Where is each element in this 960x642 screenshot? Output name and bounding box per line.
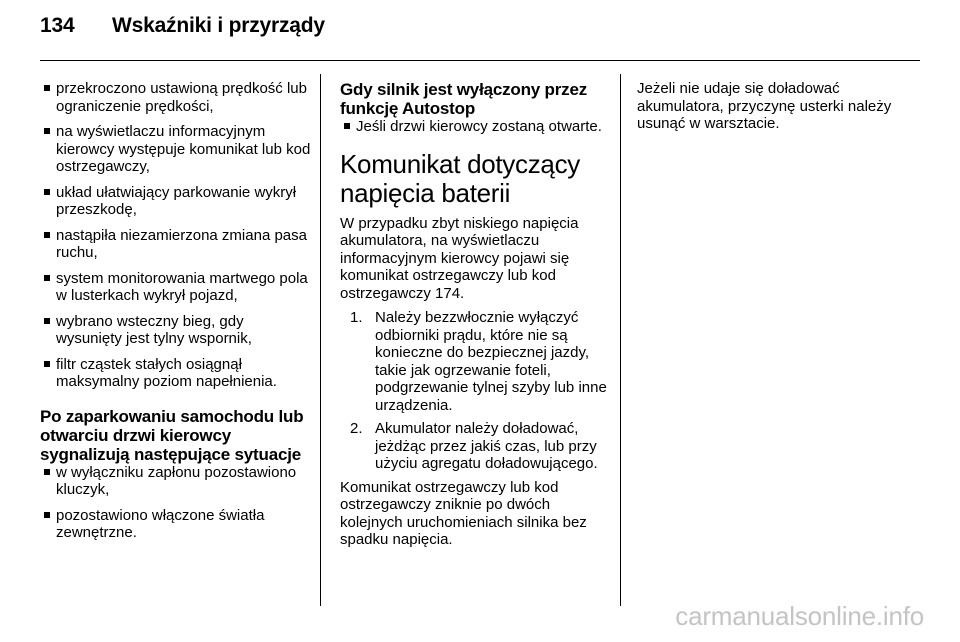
column-divider-1 bbox=[320, 74, 321, 606]
page-header bbox=[40, 14, 325, 38]
page-title: Wskaźniki i przyrządy bbox=[112, 14, 325, 37]
numbered-step bbox=[350, 309, 612, 414]
header-rule bbox=[40, 60, 920, 61]
list-item: system monitorowania martwego pola w lusterkach wykrył pojazd, bbox=[40, 270, 312, 305]
list-item: pozostawiono włączone światła zewnętrzne. bbox=[40, 507, 312, 542]
body-paragraph: Jeżeli nie udaje się doładować akumulatora, przyczynę usterki należy usunąć w warsztacie. bbox=[637, 80, 892, 132]
watermark: carmanualsonline.info bbox=[675, 601, 924, 631]
list-item: w wyłączniku zapłonu pozostawiono kluczyk, bbox=[40, 464, 312, 499]
list-item: filtr cząstek stałych osiągnął maksymalny poziom napełnienia. bbox=[40, 356, 312, 391]
numbered-step bbox=[350, 420, 612, 473]
section-title: Komunikat dotyczący napięcia baterii bbox=[340, 148, 580, 208]
section-heading: Gdy silnik jest wyłączony przez funkcję Autostop bbox=[340, 80, 587, 118]
list-item: wybrano wsteczny bieg, gdy wysunięty jest tylny wspornik, bbox=[40, 313, 312, 348]
intro-paragraph: W przypadku zbyt niskiego napięcia akumulatora, na wyświetlaczu informacyjnym kierowcy pojawi się komunikat ostrzegawczy lub kod ostrzegawczy 174. bbox=[340, 214, 579, 302]
list-item: Jeśli drzwi kierowcy zostaną otwarte. bbox=[340, 118, 612, 136]
list-item: nastąpiła niezamierzona zmiana pasa ruchu, bbox=[40, 227, 312, 262]
section-heading: Po zaparkowaniu samochodu lub otwarciu drzwi kierowcy sygnalizują następujące sytuacje bbox=[40, 406, 304, 464]
column-3 bbox=[637, 80, 909, 140]
outro-paragraph: Komunikat ostrzegawczy lub kod ostrzegawczy zniknie po dwóch kolejnych uruchomieniach silnika bez spadku napięcia. bbox=[340, 478, 587, 548]
column-1 bbox=[40, 80, 312, 550]
step-text: Należy bezzwłocznie wyłączyć odbiorniki prądu, które nie są konieczne do bezpiecznej jazdy, takie jak ogrzewanie foteli, podgrzewanie tylnej szyby lub inne urządzenia. bbox=[375, 309, 607, 414]
column-divider-2 bbox=[620, 74, 621, 606]
list-item: układ ułatwiający parkowanie wykrył przeszkodę, bbox=[40, 184, 312, 219]
page-number: 134 bbox=[40, 14, 75, 37]
list-item: na wyświetlaczu informacyjnym kierowcy występuje komunikat lub kod ostrzegawczy, bbox=[40, 123, 312, 176]
step-number: 1. bbox=[350, 309, 363, 326]
list-item: przekroczono ustawioną prędkość lub ograniczenie prędkości, bbox=[40, 80, 312, 115]
step-number: 2. bbox=[350, 420, 363, 437]
step-text: Akumulator należy doładować, jeżdżąc przez jakiś czas, lub przy użyciu agregatu doładowującego. bbox=[375, 420, 598, 472]
column-2 bbox=[340, 80, 612, 556]
